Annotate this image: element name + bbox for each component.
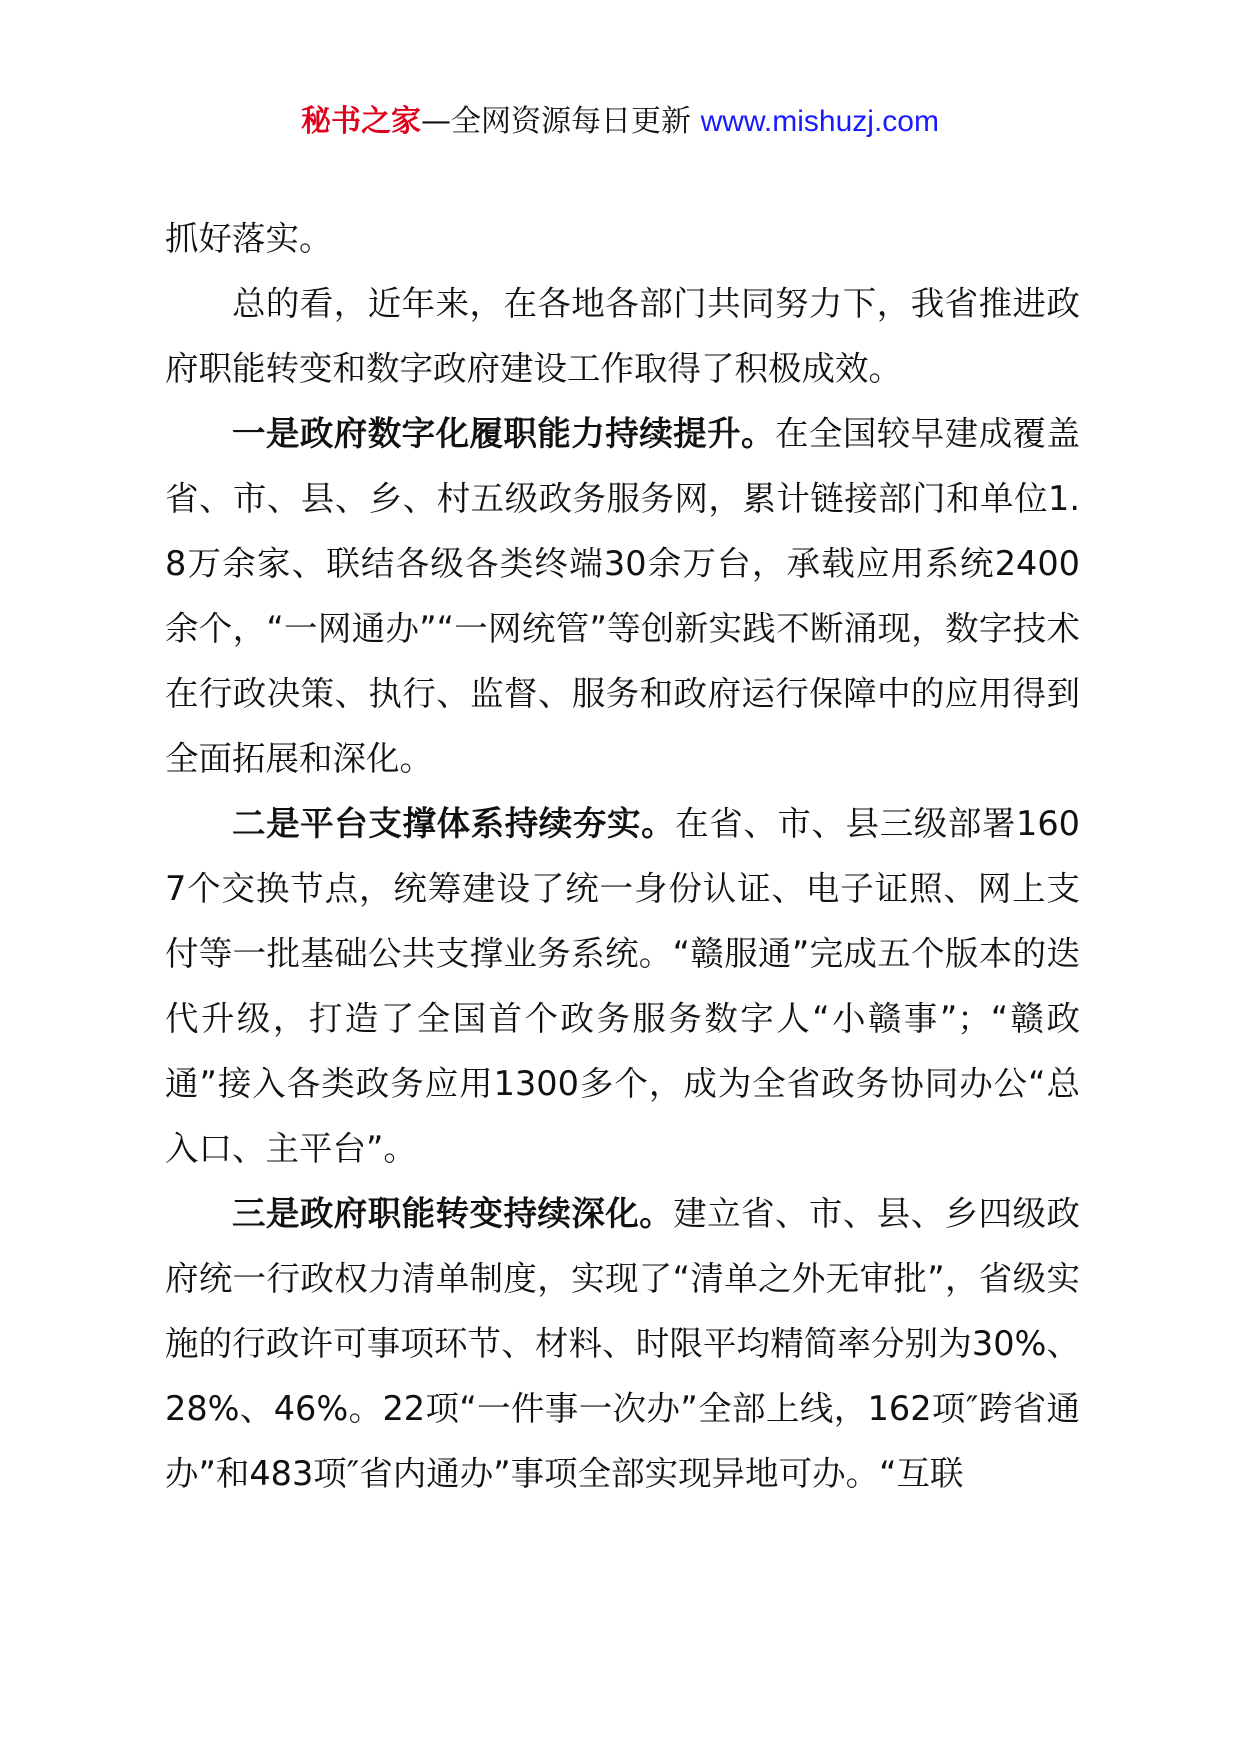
paragraph-text: 在省、市、县三级部署1607个交换节点，统筹建设了统一身份认证、电子证照、网上支付等一批基础公共支撑业务系统。“赣服通”完成五个版本的迭代升级，打造了全国首个政务服务数字人“小赣事”；“赣政通”接入各类政务应用1300多个，成为全省政务协同办公“总入口、主平台”。 xyxy=(165,804,1080,1168)
paragraph-lead: 一是政府数字化履职能力持续提升。 xyxy=(232,414,775,453)
page-header xyxy=(0,100,1240,144)
paragraph-text: 抓好落实。 xyxy=(165,219,333,258)
brand-name: 秘书之家 xyxy=(301,104,422,139)
paragraph-lead: 三是政府职能转变持续深化。 xyxy=(232,1194,674,1233)
website-link[interactable]: www.mishuzj.com xyxy=(700,105,939,138)
paragraph-text: 建立省、市、县、乡四级政府统一行政权力清单制度，实现了“清单之外无审批”，省级实施的行政许可事项环节、材料、时限平均精简率分别为30%、28%、46%。22项“一件事一次办”全部上线，162项″跨省通办”和483项″省内通办”事项全部实现异地可办。“互联 xyxy=(165,1194,1080,1493)
paragraph-point-3 xyxy=(165,1181,1080,1506)
paragraph-continuation xyxy=(165,206,1080,271)
document-body xyxy=(165,206,1080,1506)
paragraph-text: 总的看，近年来，在各地各部门共同努力下，我省推进政府职能转变和数字政府建设工作取得了积极成效。 xyxy=(165,284,1080,388)
paragraph-lead: 二是平台支撑体系持续夯实。 xyxy=(232,804,676,843)
paragraph-text: 在全国较早建成覆盖省、市、县、乡、村五级政务服务网，累计链接部门和单位1.8万余家、联结各级各类终端30余万台，承载应用系统2400余个，“一网通办”“一网统管”等创新实践不断涌现，数字技术在行政决策、执行、监督、服务和政府运行保障中的应用得到全面拓展和深化。 xyxy=(165,414,1080,778)
paragraph-summary xyxy=(165,271,1080,401)
paragraph-point-2 xyxy=(165,791,1080,1181)
paragraph-point-1 xyxy=(165,401,1080,791)
header-tagline: —全网资源每日更新 xyxy=(421,104,692,139)
